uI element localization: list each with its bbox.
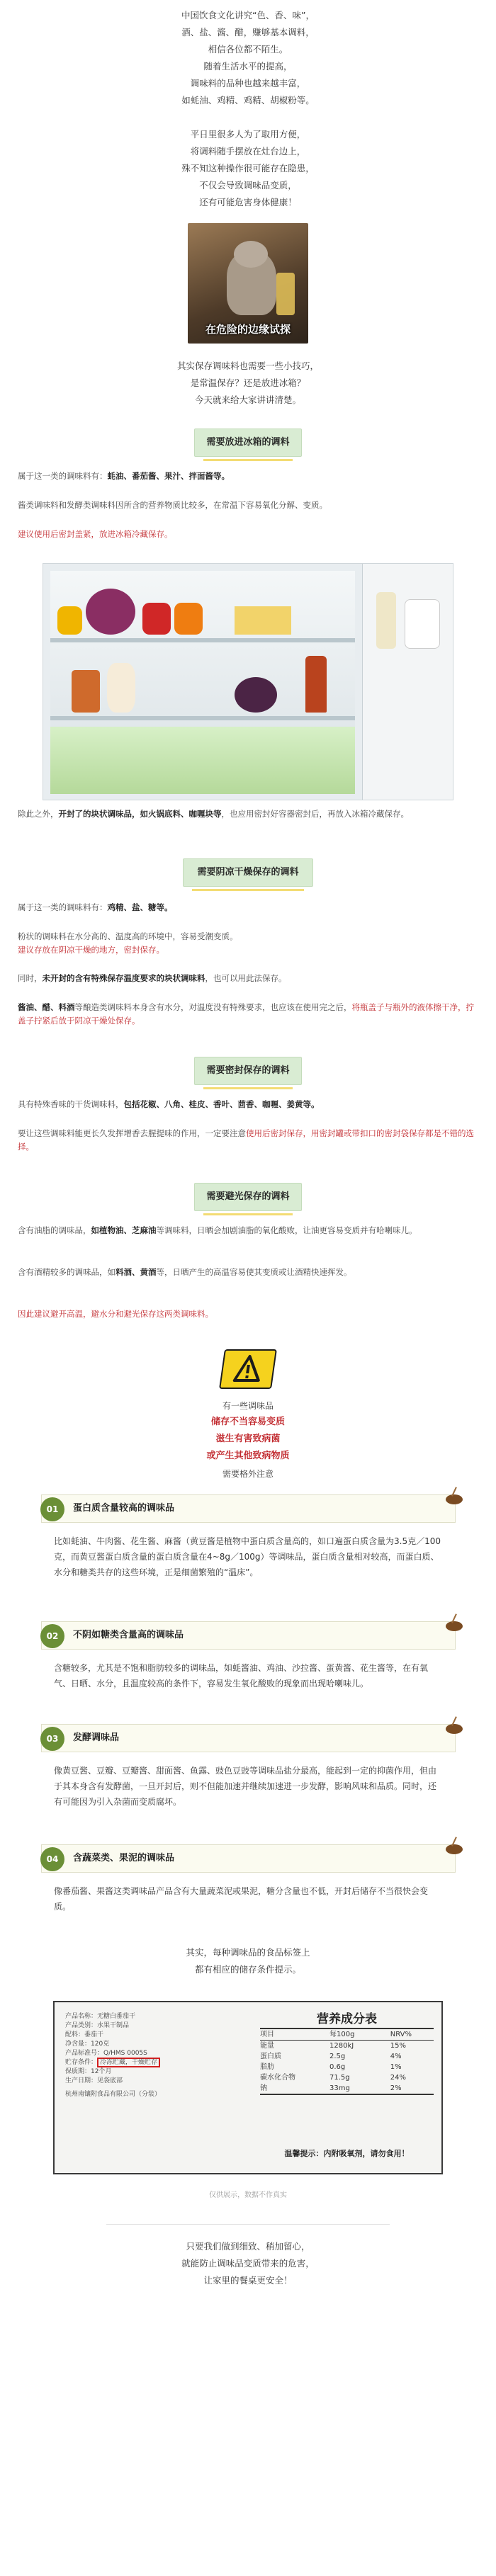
text: ，也应用密封好容器密封后，再放入冰箱冷藏保存。 (221, 809, 409, 819)
intro-line: 调味料的品种也越来越丰富， (190, 78, 306, 89)
item-title: 含蔬菜类、果泥的调味品 (73, 1853, 175, 1863)
intro-line: 如蚝油、鸡精、鸡精、胡椒粉等。 (181, 95, 315, 106)
highlight: 未开封的含有特殊保存温度要求的块状调味料 (42, 973, 205, 983)
item-number: 01 (40, 1497, 64, 1521)
fridge-shelf (50, 716, 355, 720)
cheese (235, 606, 291, 635)
warn-line: 滋生有害致病菌 (215, 1434, 281, 1444)
closing-line: 都有相应的储存条件提示。 (194, 1964, 301, 1975)
nutrition-row: 碳水化合物 71.5g 24% (260, 2074, 406, 2082)
text: 含有酒精较多的调味品，如 (18, 1267, 115, 1277)
nutrition-row: 蛋白质 2.5g 4% (260, 2053, 402, 2060)
door-bottle (405, 599, 440, 649)
nutrition-head: 项目 每100g NRV% (260, 2028, 434, 2041)
highlight: 酱油、醋、料酒 (18, 1002, 75, 1012)
sec3-p2 (18, 1127, 478, 1154)
label-row: 生产日期：见袋底部 (65, 2077, 123, 2084)
intro-line: 随着生活水平的提高， (203, 61, 293, 72)
image-note: 仅供展示，数据不作真实 (209, 2191, 287, 2199)
label-row: 配料：番茄干 (65, 2031, 104, 2038)
highlight-red: 将瓶盖子与瓶外的液体擦干净，拧盖子拧紧后放于阴凉干燥处保存。 (18, 1002, 474, 1026)
highlight: 鸡精、盐、糖等。 (107, 902, 173, 912)
end-line: 让家里的餐桌更安全！ (203, 2275, 293, 2286)
label-warning: 温馨提示：内附吸氧剂，请勿食用！ (284, 2149, 410, 2158)
eggs (107, 663, 135, 713)
intro-line: 酒、盐、酱、醋，赚够基本调料， (181, 27, 315, 38)
text: 等调味料，日晒会加剧油脂的氧化酸败，让油更容易变质并有哈喇味儿。 (156, 1225, 417, 1235)
nutrition-table (260, 2011, 434, 2095)
warn-line: 需要格外注意 (222, 1469, 274, 1479)
highlight-red: 使用后密封保存，用密封罐或带扣口的密封袋保存都是不错的选择。 (18, 1128, 474, 1152)
label-row: 产品类别：水果干制品 (65, 2022, 130, 2029)
intro-line: 还有可能危害身体健康！ (199, 197, 297, 208)
sec4-p2 (18, 1266, 478, 1279)
item-number: 04 (40, 1847, 64, 1871)
bowl-icon (444, 1835, 465, 1856)
bowl-icon (444, 1612, 465, 1633)
intro-line: 将调料随手摆放在灶台边上， (190, 146, 306, 157)
glass-bottle (276, 273, 295, 315)
fridge-image (43, 563, 453, 800)
sec4-p3: 因此建议避开高温，避水分和避光保存这两类调味料。 (18, 1309, 213, 1319)
text: 粉状的调味料在水分高的、温度高的环境中，容易受潮变质。 (18, 931, 238, 941)
tofu-paragraph (18, 807, 478, 821)
warning-icon (219, 1349, 277, 1389)
cat-image (188, 223, 308, 344)
highlight: 开封了的块状调味品，如火锅底料、咖喱块等 (58, 809, 222, 819)
warning-triangle-icon (220, 1351, 275, 1388)
sec1-p1 (18, 470, 478, 483)
question-line: 今天就来给大家讲讲清楚。 (194, 395, 301, 405)
highlight-red: 建议存放在阴凉干燥的地方，密封保存。 (18, 945, 164, 955)
food-label-image (53, 2001, 443, 2174)
sec1-p2: 酱类调味料和发酵类调味料因所含的营养物质比较多，在常温下容易氧化分解、变质。 (18, 500, 327, 510)
section-banner-sealed: 需要密封保存的调料 (194, 1057, 302, 1085)
item-header (41, 1724, 456, 1752)
divider (106, 2224, 390, 2225)
intro-line: 相信各位都不陌生。 (208, 44, 288, 55)
end-line: 就能防止调味品变质带来的危害， (181, 2258, 315, 2269)
fridge-shelf (50, 638, 355, 642)
item-number: 03 (40, 1727, 64, 1751)
text: 具有特殊香味的干货调味料， (18, 1099, 124, 1109)
intro-line: 中国饮食文化讲究“色、香、味”， (181, 10, 315, 21)
highlight: 蚝油、番茄酱、果汁、拌面酱等。 (107, 471, 230, 481)
cat-caption: 在危险的边缘试探 (205, 323, 291, 336)
item-number: 02 (40, 1624, 64, 1648)
highlight: 包括花椒、八角、桂皮、香叶、茴香、咖喱、姜黄等。 (123, 1099, 320, 1109)
highlight: 料酒、黄酒 (115, 1267, 157, 1277)
label-row: 贮存条件： 冷冻贮藏，干燥贮存 (65, 2058, 246, 2067)
text: 等酿造类调味料本身含有水分，对温度没有特殊要求，也应该在使用完之后， (74, 1002, 352, 1012)
item-body: 像番茄酱、果酱这类调味品产品含有大量蔬菜泥或果泥，糖分含量也不低，开封后储存不当很快会变质。 (54, 1886, 429, 1912)
text: 要让这些调味料能更长久发挥增香去腥提味的作用，一定要注意 (18, 1128, 246, 1138)
text: 同时， (18, 973, 43, 983)
pepper-orange (174, 603, 203, 635)
label-row: 杭州南镶附食品有限公司（分装） (65, 2091, 162, 2098)
cat-head (234, 241, 268, 268)
sec1-p3: 建议使用后密封盖紧，放进冰箱冷藏保存。 (18, 529, 173, 539)
sec2-p1 (18, 901, 478, 914)
label-left (65, 2012, 246, 2099)
text: 属于这一类的调味料有： (18, 902, 108, 912)
question-line: 其实保存调味料也需要一些小技巧， (176, 361, 319, 371)
bowl-icon (444, 1485, 465, 1507)
sec2-p4 (18, 1001, 478, 1028)
cabbage (86, 589, 135, 635)
item-header (41, 1844, 456, 1873)
warn-line: 储存不当容易变质 (210, 1417, 285, 1427)
label-row: 产品标准号：Q/HMS 0005S (65, 2050, 147, 2057)
text: 除此之外， (18, 809, 59, 819)
section-banner-dark: 需要避光保存的调料 (194, 1183, 302, 1211)
label-row: 净含量：120克 (65, 2041, 110, 2048)
end-line: 只要我们做到细致、稍加留心， (186, 2241, 310, 2252)
sec3-p1 (18, 1098, 478, 1111)
nutrition-row: 钠 33mg 2% (260, 2083, 434, 2095)
item-header (41, 1621, 456, 1650)
warn-line: 或产生其他致病物质 (206, 1451, 290, 1461)
item-body: 含糖较多，尤其是不饱和脂肪较多的调味品，如蚝酱油、鸡油、沙拉酱、蛋黄酱、花生酱等，在有氧气、日晒、水分，且温度较高的条件下，容易发生氧化酸败的现象而出现哈喇味儿。 (54, 1663, 429, 1689)
question-line: 是常温保存？还是放进冰箱？ (190, 378, 306, 388)
pepper-red (142, 603, 171, 635)
label-row: 保质期：12个月 (65, 2068, 112, 2075)
intro-line: 不仅会导致调味品变质， (199, 180, 297, 191)
text: 含有油脂的调味品， (18, 1225, 91, 1235)
item-title: 不阴如糖类含量高的调味品 (73, 1630, 184, 1640)
nutrition-row: 能量 1280kJ 15% (260, 2042, 406, 2050)
closing-line: 其实，每种调味品的食品标签上 (186, 1947, 310, 1958)
grapes (235, 677, 277, 713)
sec4-p1 (18, 1224, 478, 1237)
bottle (305, 656, 327, 713)
item-title: 发酵调味品 (73, 1732, 120, 1743)
pepper-yellow (57, 606, 82, 635)
section-banner-fridge: 需要放进冰箱的调料 (194, 429, 302, 457)
vegetables-drawer (50, 727, 355, 794)
nutrition-row: 脂肪 0.6g 1% (260, 2063, 402, 2071)
nutrition-title: 营养成分表 (317, 2012, 377, 2026)
item-header (41, 1494, 456, 1523)
door-bottle (376, 592, 396, 649)
sec2-p2 (18, 930, 478, 957)
item-body: 像黄豆酱、豆瓣、豆瓣酱、甜面酱、鱼露、豉色豆豉等调味品盐分最高，能起到一定的抑菌作用，但由于其本身含有发酵菌，一旦开封后，则不但能加速并继续加速进一步发酵，影响风味和品质。同时，还有可能因为引入杂菌而变质腐坏。 (54, 1766, 437, 1807)
highlight: 如植物油、芝麻油 (91, 1225, 157, 1235)
intro-line: 殊不知这种操作很可能存在隐患， (181, 163, 315, 174)
intro-line: 平日里很多人为了取用方便， (190, 129, 306, 140)
label-row: 产品名称：无糖白番茄干 (65, 2013, 136, 2020)
warn-line: 有一些调味品 (222, 1401, 274, 1411)
text: 属于这一类的调味料有： (18, 471, 108, 481)
sec2-p3 (18, 972, 478, 985)
text: ，也可以用此法保存。 (205, 973, 287, 983)
text: 等，日晒产生的高温容易使其变质或让酒精快速挥发。 (156, 1267, 352, 1277)
bowl-icon (444, 1715, 465, 1736)
jars (72, 670, 100, 713)
item-body: 比如蚝油、牛肉酱、花生酱、麻酱（黄豆酱是植物中蛋白质含量高的，如口遍蛋白质含量为3.5克／100克，而黄豆酱蛋白质含量的蛋白质含量在4~8g／100g）等调味品，蛋白质含量相对较高，而蛋白质、水分和糖类共存的这些环境，正是细菌繁殖的“温床”。 (54, 1536, 441, 1577)
item-title: 蛋白质含量较高的调味品 (73, 1503, 175, 1514)
section-banner-cool-dry: 需要阴凉干燥保存的调料 (183, 858, 313, 887)
